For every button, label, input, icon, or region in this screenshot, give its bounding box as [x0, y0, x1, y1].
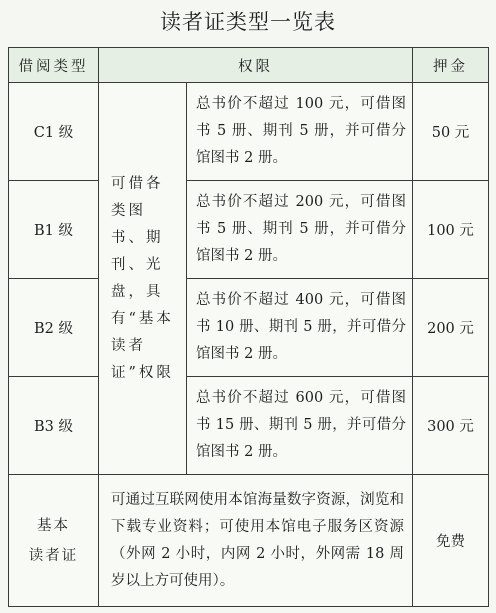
page-title: 读者证类型一览表 [160, 10, 336, 34]
card-type: B3 级 [9, 377, 99, 475]
header-deposit: 押金 [413, 48, 489, 83]
table-row [9, 181, 489, 279]
card-detail: 总书价不超过 200 元，可借图书 5 册、期刊 5 册，并可借分馆图书 2 册。 [187, 181, 413, 279]
card-detail: 总书价不超过 100 元，可借图书 5 册、期刊 5 册，并可借分馆图书 2 册。 [187, 83, 413, 181]
header-row [9, 48, 489, 83]
table-row [9, 83, 489, 181]
card-deposit: 100 元 [413, 181, 489, 279]
card-type: B1 级 [9, 181, 99, 279]
card-deposit: 300 元 [413, 377, 489, 475]
card-type: C1 级 [9, 83, 99, 181]
card-detail: 总书价不超过 400 元，可借图书 10 册、期刊 5 册，并可借分馆图书 2 册。 [187, 279, 413, 377]
table-row [9, 279, 489, 377]
card-type-basic [9, 475, 99, 607]
card-detail: 总书价不超过 600 元，可借图书 15 册、期刊 5 册，并可借分馆图书 2 册。 [187, 377, 413, 475]
card-detail-basic: 可通过互联网使用本馆海量数字资源，浏览和下载专业资料；可使用本馆电子服务区资源（外网 2 小时，内网 2 小时，外网需 18 周岁以上方可使用）。 [99, 475, 413, 607]
card-deposit-basic: 免费 [413, 475, 489, 607]
header-type: 借阅类型 [9, 48, 99, 83]
card-type-basic-line1: 基本 [37, 517, 70, 534]
table-row [9, 377, 489, 475]
card-type: B2 级 [9, 279, 99, 377]
card-type-basic-line2: 读者证 [28, 547, 79, 564]
table-row-basic [9, 475, 489, 607]
card-deposit: 50 元 [413, 83, 489, 181]
reader-card-table [8, 47, 489, 607]
card-deposit: 200 元 [413, 279, 489, 377]
shared-permission: 可借各类图书、期刊、光盘，具有“基本读者证”权限 [99, 83, 187, 475]
header-permission: 权限 [99, 48, 413, 83]
